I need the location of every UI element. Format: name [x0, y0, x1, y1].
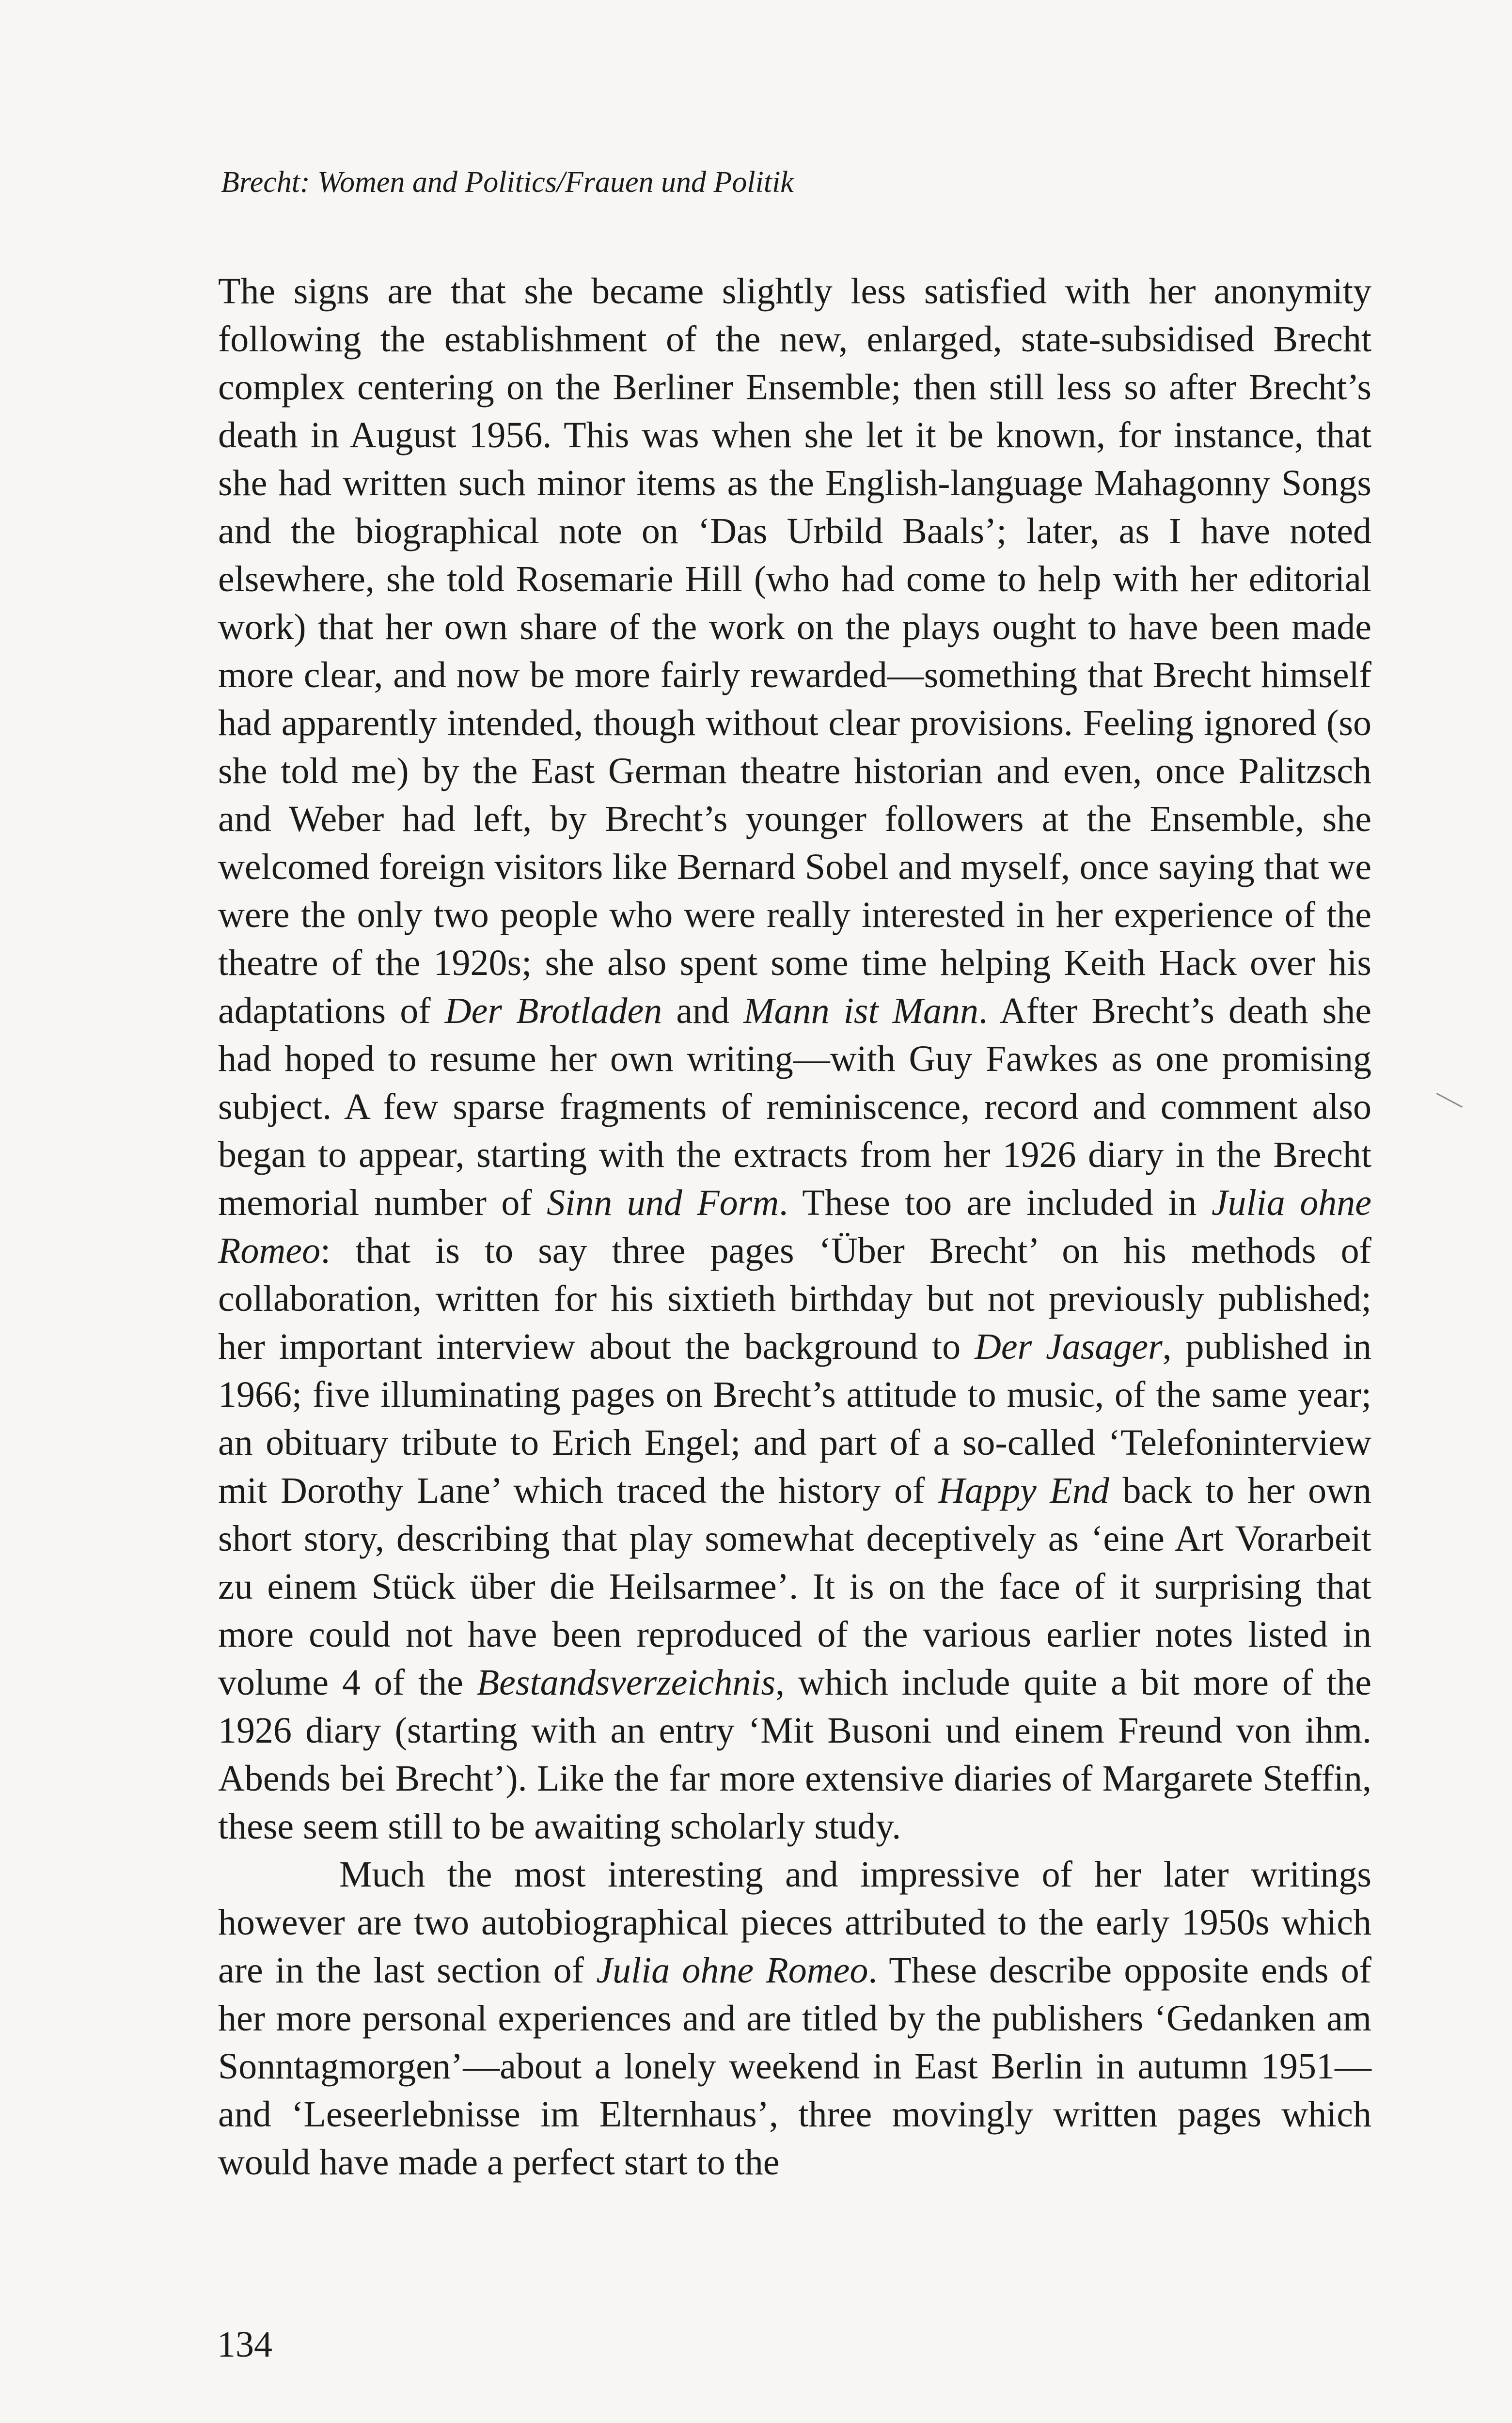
running-head: Brecht: Women and Politics/Frauen und Politik [221, 166, 794, 199]
text-run: : that is to say three pages ‘Über Brecht’ on his methods of collaboration, written for his sixtieth birthday but not previously published; her important interview about the background to [218, 1230, 1371, 1367]
italic-title-run: Sinn und Form [547, 1182, 779, 1223]
page-number: 134 [217, 2324, 272, 2365]
italic-title-run: Der Brotladen [444, 991, 662, 1031]
text-run: back to her own short story, describing that play somewhat deceptively as ‘eine Art Vorarbeit zu einem Stück über die Heilsarmee’. It is on the face of it surprising that more could not have been reproduced of the various earlier notes listed in volume 4 of the [218, 1470, 1371, 1703]
text-run: , published in 1966; five illuminating pages on Brecht’s attitude to music, of the same year; an obituary tribute to Erich Engel; and part of a so-called ‘Telefoninterview mit Dorothy Lane’ which traced the history of [218, 1326, 1372, 1511]
italic-title-run: Bestandsverzeichnis [476, 1662, 776, 1703]
text-run: Much the most interesting and impressive of her later writings however are two autobiographical pieces attributed to the early 1950s which are in the last section of [218, 1854, 1371, 1991]
paragraph-1 [218, 267, 1371, 1851]
body-text [218, 267, 1371, 2187]
text-run: and [662, 991, 744, 1031]
text-run: . These too are included in [779, 1182, 1212, 1223]
text-run: . These describe opposite ends of her more personal experiences and are titled by the publishers ‘Gedanken am Sonntagmorgen’—about a lonely weekend in East Berlin in autumn 1951—and ‘Leseerlebnisse im Elternhaus’, three movingly written pages which would have made a perfect start to the [218, 1950, 1371, 2183]
italic-title-run: Happy End [938, 1470, 1109, 1511]
text-run: , which include quite a bit more of the 1926 diary (starting with an entry ‘Mit Busoni und einem Freund von ihm. Abends bei Brecht’). Like the far more extensive diaries of Margarete Steffin, these seem still to be awaiting scholarly study. [218, 1662, 1371, 1847]
margin-pencil-mark [1427, 1093, 1463, 1125]
italic-title-run: Mann ist Mann [743, 991, 979, 1031]
italic-title-run: Julia ohne Romeo [218, 1182, 1372, 1271]
text-run: . After Brecht’s death she had hoped to resume her own writing—with Guy Fawkes as one promising subject. A few sparse fragments of reminiscence, record and comment also began to appear, starting with the extracts from her 1926 diary in the Brecht memorial number of [218, 991, 1371, 1223]
italic-title-run: Der Jasager [975, 1326, 1163, 1367]
text-run: The signs are that she became slightly less satisfied with her anonymity following the establishment of the new, enlarged, state-subsidised Brecht complex centering on the Berliner Ensemble; then still less so after Brecht’s death in August 1956. This was when she let it be known, for instance, that she had written such minor items as the English-language Mahagonny Songs and the biographical note on ‘Das Urbild Baals’; later, as I have noted elsewhere, she told Rosemarie Hill (who had come to help with her editorial work) that her own share of the work on the plays ought to have been made more clear, and now be more fairly rewarded—something that Brecht himself had apparently intended, though without clear provisions. Feeling ignored (so she told me) by the East German theatre historian and even, once Palitzsch and Weber had left, by Brecht’s younger followers at the Ensemble, she welcomed foreign visitors like Bernard Sobel and myself, once saying that we were the only two people who were really interested in her experience of the theatre of the 1920s; she also spent some time helping Keith Hack over his adaptations of [218, 271, 1371, 1031]
italic-title-run: Julia ohne Romeo [596, 1950, 868, 1991]
paragraph-2 [218, 1851, 1371, 2187]
